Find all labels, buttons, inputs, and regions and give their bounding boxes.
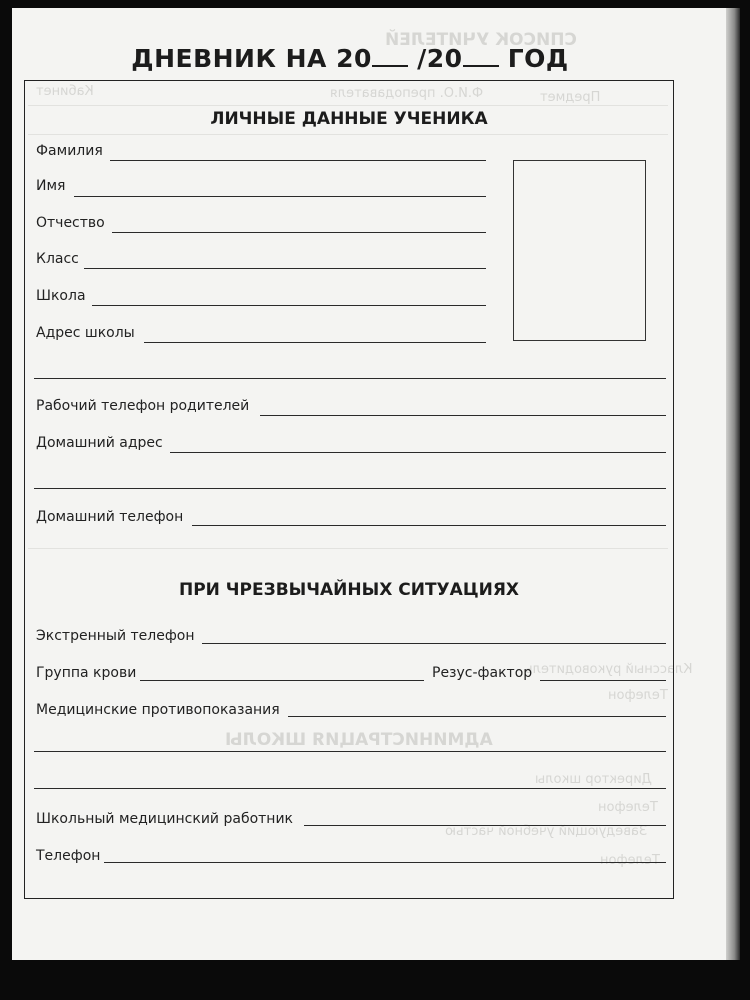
bleed-class-teacher: Классный руководитель (525, 662, 693, 677)
year-blank-2[interactable] (463, 45, 499, 67)
school-medic-line[interactable] (304, 825, 666, 826)
school-label: Школа (36, 288, 86, 304)
bleed-phone-2: Телефон (598, 800, 658, 815)
home-phone-label: Домашний телефон (36, 509, 184, 525)
bleed-teachers-list: СПИСОК УЧИТЕЛЕЙ (385, 30, 577, 50)
rh-factor-label: Резус-фактор (432, 665, 533, 681)
emergency-section-title: ПРИ ЧРЕЗВЫЧАЙНЫХ СИТУАЦИЯХ (178, 580, 520, 600)
contraindications-line-3[interactable] (34, 788, 666, 789)
emergency-phone-line[interactable] (202, 643, 666, 644)
emergency-phone-label: Экстренный телефон (36, 628, 195, 644)
home-address-label: Домашний адрес (36, 435, 163, 451)
bleed-room: Кабинет (36, 84, 94, 99)
class-label: Класс (36, 251, 79, 267)
contraindications-line[interactable] (288, 716, 666, 717)
blood-group-label: Группа крови (36, 665, 137, 681)
patronymic-line[interactable] (112, 232, 486, 233)
personal-section-title: ЛИЧНЫЕ ДАННЫЕ УЧЕНИКА (210, 109, 488, 129)
title-suffix: ГОД (507, 44, 569, 73)
bleed-principal: Директор школы (535, 772, 652, 787)
school-address-label: Адрес школы (36, 325, 135, 341)
phone-line[interactable] (104, 862, 666, 863)
school-address-line-2[interactable] (34, 378, 666, 379)
contraindications-line-2[interactable] (34, 751, 666, 752)
bleed-teacher-name: Ф.И.О. преподавателя (330, 86, 484, 101)
blood-group-line[interactable] (140, 680, 424, 681)
school-medic-label: Школьный медицинский работник (36, 811, 294, 827)
page-title (0, 44, 700, 73)
name-line[interactable] (74, 196, 486, 197)
bleed-subject: Предмет (540, 90, 601, 105)
surname-line[interactable] (110, 160, 486, 161)
photo-box (513, 160, 646, 341)
bleed-administration: АДМИНИСТРАЦИЯ ШКОЛЫ (225, 730, 493, 750)
page-edge (726, 8, 740, 960)
contraindications-label: Медицинские противопоказания (36, 702, 280, 718)
bleed-phone-3: Телефон (600, 853, 660, 868)
school-address-line[interactable] (144, 342, 486, 343)
name-label: Имя (36, 178, 66, 194)
bleed-phone-1: Телефон (608, 688, 668, 703)
surname-label: Фамилия (36, 143, 103, 159)
bleed-deputy: Заведующий учебной частью (445, 824, 648, 839)
phone-label: Телефон (36, 848, 101, 864)
title-mid: /20 (417, 44, 463, 73)
home-address-line[interactable] (170, 452, 666, 453)
patronymic-label: Отчество (36, 215, 105, 231)
parents-work-phone-line[interactable] (260, 415, 666, 416)
home-phone-line[interactable] (192, 525, 666, 526)
year-blank-1[interactable] (372, 45, 408, 67)
title-prefix: ДНЕВНИК НА 20 (131, 44, 372, 73)
class-line[interactable] (84, 268, 486, 269)
rh-factor-line[interactable] (540, 680, 666, 681)
home-address-line-2[interactable] (34, 488, 666, 489)
school-line[interactable] (92, 305, 486, 306)
parents-work-phone-label: Рабочий телефон родителей (36, 398, 250, 414)
